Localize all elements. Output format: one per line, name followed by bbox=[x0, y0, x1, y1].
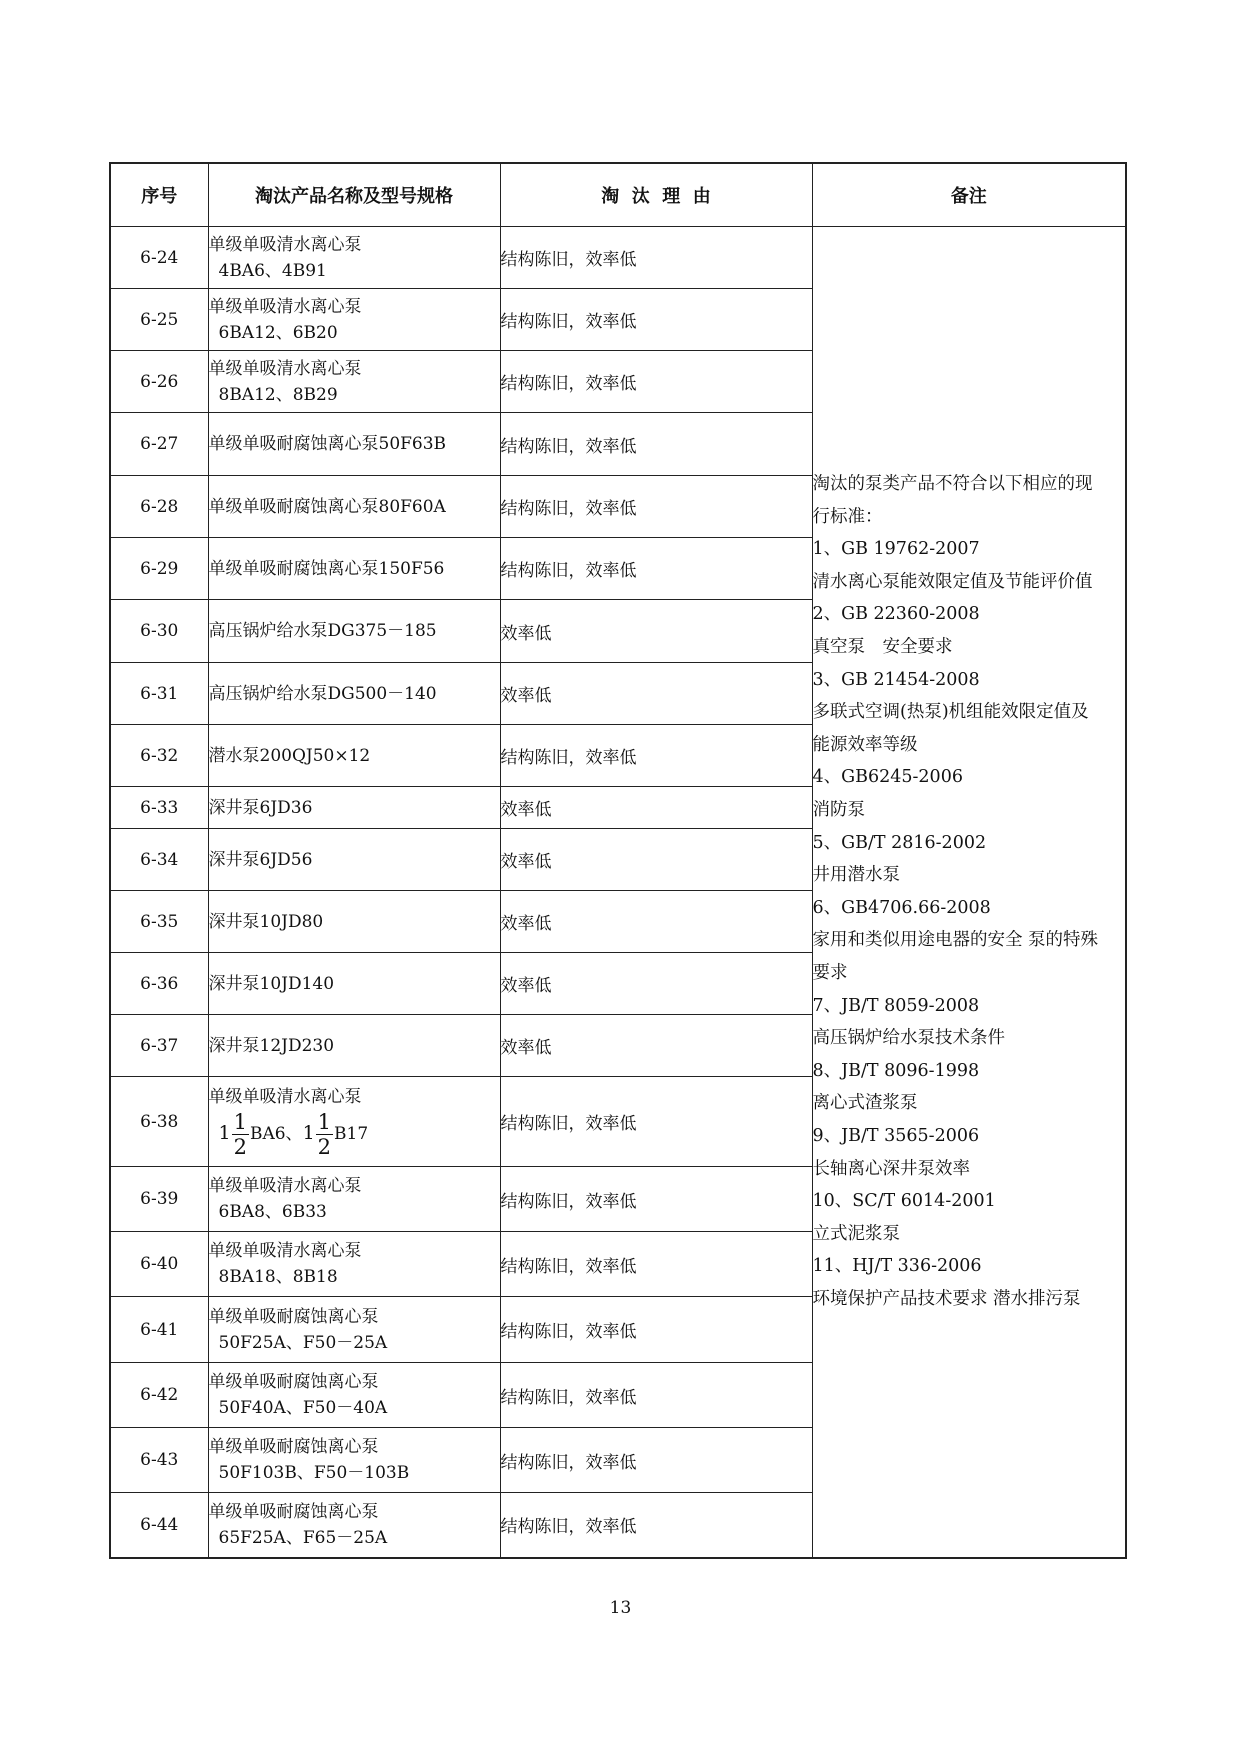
product-model-text: 6BA8、6B33 bbox=[218, 1202, 327, 1222]
remarks-line: 高压锅炉给水泵技术条件 bbox=[812, 1028, 1005, 1049]
row-product-name bbox=[208, 1167, 500, 1232]
remarks-line: 立式泥浆泵 bbox=[812, 1223, 900, 1244]
row-seq: 6-43 bbox=[110, 1428, 208, 1493]
product-model-text: 50F25A、F50－25A bbox=[218, 1332, 388, 1353]
fraction bbox=[232, 1110, 249, 1159]
row-product-name bbox=[208, 227, 500, 289]
row-product-name bbox=[208, 1493, 500, 1558]
mixed-number-whole: 1 bbox=[218, 1122, 231, 1144]
remarks-line: 淘汰的泵类产品不符合以下相应的现 bbox=[812, 474, 1093, 495]
fraction-numerator: 1 bbox=[317, 1110, 332, 1134]
row-seq: 6-33 bbox=[110, 787, 208, 829]
remarks-line: 消防泵 bbox=[812, 799, 865, 820]
remarks-cell bbox=[812, 227, 1126, 1558]
row-product-name bbox=[208, 289, 500, 351]
row-seq: 6-35 bbox=[110, 891, 208, 953]
row-seq: 6-36 bbox=[110, 953, 208, 1015]
row-seq: 6-31 bbox=[110, 663, 208, 725]
row-product-name bbox=[208, 1363, 500, 1428]
row-product-name bbox=[208, 953, 500, 1015]
row-product-name bbox=[208, 663, 500, 725]
product-model-fraction bbox=[209, 1110, 500, 1159]
row-seq: 6-39 bbox=[110, 1167, 208, 1232]
row-seq: 6-38 bbox=[110, 1077, 208, 1167]
row-reason: 结构陈旧，效率低 bbox=[500, 1167, 812, 1232]
remarks-line: 离心式渣浆泵 bbox=[812, 1093, 918, 1114]
row-product-name bbox=[208, 413, 500, 476]
product-name-text: 高压锅炉给水泵DG375－185 bbox=[208, 621, 437, 641]
fraction-numerator: 1 bbox=[233, 1110, 247, 1134]
remarks-line: 井用潜水泵 bbox=[812, 865, 900, 886]
product-name-text: 高压锅炉给水泵DG500－140 bbox=[208, 683, 437, 704]
product-name-text: 单级单吸耐腐蚀离心泵80F60A bbox=[208, 496, 446, 517]
row-seq: 6-41 bbox=[110, 1297, 208, 1363]
row-reason: 效率低 bbox=[500, 1015, 812, 1077]
fraction-denominator: 2 bbox=[233, 1135, 247, 1159]
row-seq: 6-26 bbox=[110, 351, 208, 413]
product-name-text: 深井泵10JD140 bbox=[208, 973, 335, 994]
row-reason: 效率低 bbox=[500, 663, 812, 725]
row-seq: 6-30 bbox=[110, 600, 208, 663]
fraction-denominator: 2 bbox=[317, 1135, 332, 1159]
row-product-name bbox=[208, 1015, 500, 1077]
remarks-line: 环境保护产品技术要求 潜水排污泵 bbox=[812, 1288, 1081, 1309]
remarks-line: 10、SC/T 6014-2001 bbox=[812, 1191, 996, 1212]
product-name-text: 深井泵12JD230 bbox=[208, 1035, 335, 1056]
row-seq: 6-25 bbox=[110, 289, 208, 351]
product-name-text: 深井泵6JD36 bbox=[208, 797, 313, 818]
row-seq: 6-42 bbox=[110, 1363, 208, 1428]
table-body bbox=[110, 227, 1126, 1558]
product-name-text: 单级单吸耐腐蚀离心泵 bbox=[208, 1306, 379, 1327]
product-model-text: 8BA12、8B29 bbox=[218, 384, 338, 405]
header-name: 淘汰产品名称及型号规格 bbox=[208, 163, 500, 227]
row-reason: 结构陈旧，效率低 bbox=[500, 725, 812, 787]
row-reason: 效率低 bbox=[500, 600, 812, 663]
row-product-name bbox=[208, 787, 500, 829]
product-name-text: 单级单吸清水离心泵 bbox=[208, 1087, 362, 1107]
row-reason: 结构陈旧，效率低 bbox=[500, 289, 812, 351]
row-product-name bbox=[208, 351, 500, 413]
row-seq: 6-28 bbox=[110, 476, 208, 538]
product-name-text: 单级单吸清水离心泵 bbox=[208, 358, 362, 379]
product-name-text: 单级单吸耐腐蚀离心泵 bbox=[208, 1372, 379, 1392]
product-name-text: 单级单吸清水离心泵 bbox=[208, 296, 362, 317]
row-product-name bbox=[208, 476, 500, 538]
remarks-line: 8、JB/T 8096-1998 bbox=[812, 1060, 980, 1081]
product-name-text: 单级单吸清水离心泵 bbox=[208, 1176, 362, 1196]
row-product-name bbox=[208, 891, 500, 953]
row-reason: 结构陈旧，效率低 bbox=[500, 1077, 812, 1167]
row-reason: 结构陈旧，效率低 bbox=[500, 538, 812, 600]
row-reason: 效率低 bbox=[500, 829, 812, 891]
row-product-name bbox=[208, 725, 500, 787]
row-product-name bbox=[208, 1232, 500, 1297]
remarks-line: 2、GB 22360-2008 bbox=[812, 604, 980, 625]
page-number: 13 bbox=[609, 1598, 632, 1618]
product-name-text: 单级单吸清水离心泵 bbox=[208, 234, 362, 255]
row-seq: 6-29 bbox=[110, 538, 208, 600]
remarks-line: 能源效率等级 bbox=[812, 734, 918, 755]
row-reason: 结构陈旧，效率低 bbox=[500, 1232, 812, 1297]
remarks-line: 要求 bbox=[812, 962, 848, 983]
row-seq: 6-44 bbox=[110, 1493, 208, 1558]
mixed-number-whole: 1 bbox=[302, 1122, 315, 1144]
remarks-line: 长轴离心深井泵效率 bbox=[812, 1158, 970, 1179]
remarks-line: 11、HJ/T 336-2006 bbox=[812, 1256, 982, 1277]
header-seq: 序号 bbox=[110, 163, 208, 227]
product-name-text: 单级单吸清水离心泵 bbox=[208, 1241, 362, 1261]
product-model-text: 8BA18、8B18 bbox=[218, 1267, 338, 1287]
product-name-text: 单级单吸耐腐蚀离心泵150F56 bbox=[208, 558, 445, 579]
header-reason: 淘 汰 理 由 bbox=[500, 163, 812, 227]
row-product-name bbox=[208, 1297, 500, 1363]
row-reason: 结构陈旧，效率低 bbox=[500, 1297, 812, 1363]
remarks-line: 1、GB 19762-2007 bbox=[812, 539, 980, 560]
product-name-text: 单级单吸耐腐蚀离心泵 bbox=[208, 1437, 379, 1457]
remarks-line: 6、GB4706.66-2008 bbox=[812, 897, 991, 918]
header-remarks: 备注 bbox=[812, 163, 1126, 227]
row-product-name bbox=[208, 1428, 500, 1493]
row-reason: 结构陈旧，效率低 bbox=[500, 1428, 812, 1493]
row-product-name bbox=[208, 538, 500, 600]
product-model-text: 65F25A、F65－25A bbox=[218, 1527, 388, 1548]
row-reason: 结构陈旧，效率低 bbox=[500, 476, 812, 538]
row-reason: 结构陈旧，效率低 bbox=[500, 413, 812, 476]
product-model-text: 50F103B、F50－103B bbox=[218, 1463, 410, 1483]
table-row bbox=[110, 227, 1126, 289]
row-seq: 6-40 bbox=[110, 1232, 208, 1297]
remarks-line: 多联式空调(热泵)机组能效限定值及 bbox=[812, 702, 1089, 723]
remarks-line: 清水离心泵能效限定值及节能评价值 bbox=[812, 571, 1093, 592]
row-seq: 6-24 bbox=[110, 227, 208, 289]
product-name-text: 潜水泵200QJ50×12 bbox=[208, 745, 371, 766]
row-reason: 效率低 bbox=[500, 787, 812, 829]
remarks-line: 7、JB/T 8059-2008 bbox=[812, 995, 980, 1016]
row-seq: 6-34 bbox=[110, 829, 208, 891]
remarks-line: 家用和类似用途电器的安全 泵的特殊 bbox=[812, 930, 1099, 951]
row-product-name bbox=[208, 1077, 500, 1167]
product-name-text: 深井泵6JD56 bbox=[208, 849, 313, 870]
remarks-line: 行标准： bbox=[812, 506, 883, 527]
table-header-row bbox=[110, 163, 1126, 227]
row-reason: 效率低 bbox=[500, 891, 812, 953]
eliminated-products-table bbox=[109, 162, 1127, 1559]
row-product-name bbox=[208, 829, 500, 891]
product-model-text: 6BA12、6B20 bbox=[218, 322, 338, 343]
product-name-text: 单级单吸耐腐蚀离心泵 bbox=[208, 1501, 379, 1522]
model-text: B17 bbox=[334, 1124, 369, 1144]
remarks-line: 5、GB/T 2816-2002 bbox=[812, 832, 987, 853]
row-product-name bbox=[208, 600, 500, 663]
row-seq: 6-32 bbox=[110, 725, 208, 787]
row-reason: 结构陈旧，效率低 bbox=[500, 351, 812, 413]
model-text: BA6、 bbox=[249, 1124, 303, 1144]
fraction bbox=[316, 1110, 333, 1159]
product-name-text: 单级单吸耐腐蚀离心泵50F63B bbox=[208, 434, 447, 454]
row-reason: 结构陈旧，效率低 bbox=[500, 227, 812, 289]
row-reason: 效率低 bbox=[500, 953, 812, 1015]
row-reason: 结构陈旧，效率低 bbox=[500, 1363, 812, 1428]
product-name-text: 深井泵10JD80 bbox=[208, 911, 324, 932]
row-reason: 结构陈旧，效率低 bbox=[500, 1493, 812, 1558]
product-model-text: 50F40A、F50－40A bbox=[218, 1398, 388, 1418]
remarks-line: 3、GB 21454-2008 bbox=[812, 669, 980, 690]
remarks-line: 4、GB6245-2006 bbox=[812, 767, 963, 788]
product-model-text: 4BA6、4B91 bbox=[218, 260, 327, 281]
row-seq: 6-37 bbox=[110, 1015, 208, 1077]
remarks-line: 9、JB/T 3565-2006 bbox=[812, 1125, 980, 1146]
row-seq: 6-27 bbox=[110, 413, 208, 476]
remarks-line: 真空泵 安全要求 bbox=[812, 637, 953, 657]
